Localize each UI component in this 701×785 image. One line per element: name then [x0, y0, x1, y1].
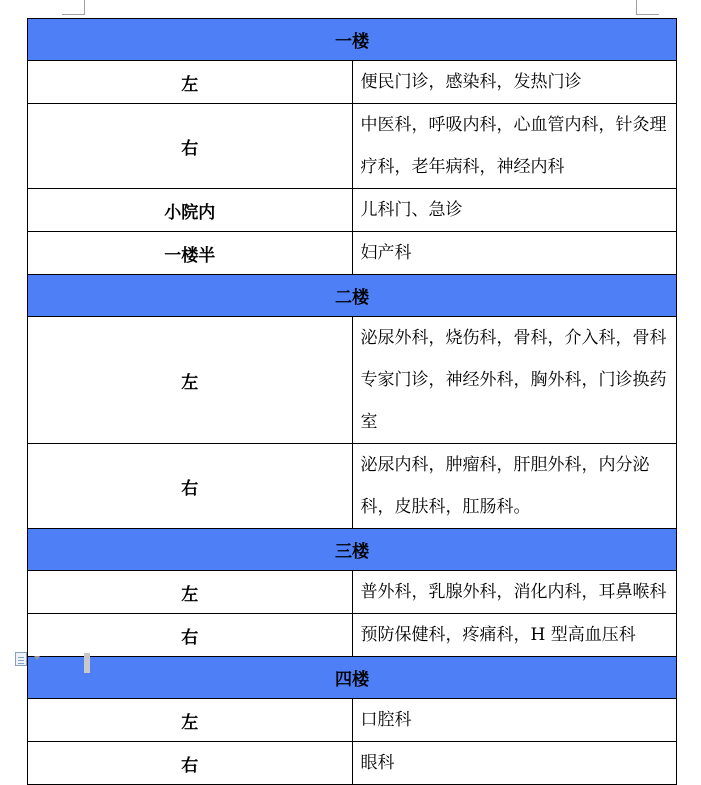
table-row [28, 104, 677, 189]
side-label: 右 [28, 104, 353, 189]
floor-directory-table [27, 18, 677, 785]
resize-handle[interactable] [84, 653, 90, 673]
department-list: 预防保健科，疼痛科，H 型高血压科 [352, 614, 677, 657]
floor-title: 四楼 [28, 657, 677, 699]
page-corner-mark-right [636, 0, 659, 15]
paste-options-icon[interactable] [15, 652, 27, 666]
chevron-down-icon[interactable] [34, 656, 40, 660]
table-row [28, 699, 677, 742]
department-list: 眼科 [352, 742, 677, 785]
side-label: 左 [28, 699, 353, 742]
side-label: 小院内 [28, 189, 353, 232]
department-list: 口腔科 [352, 699, 677, 742]
side-label: 一楼半 [28, 232, 353, 275]
table-row [28, 571, 677, 614]
table-row [28, 742, 677, 785]
floor-header-row [28, 275, 677, 317]
department-list: 妇产科 [352, 232, 677, 275]
side-label: 右 [28, 614, 353, 657]
table-row [28, 317, 677, 444]
side-label: 左 [28, 317, 353, 444]
side-label: 右 [28, 444, 353, 529]
floor-header-row [28, 529, 677, 571]
side-label: 左 [28, 61, 353, 104]
department-list: 泌尿内科，肿瘤科，肝胆外科，内分泌科，皮肤科，肛肠科。 [352, 444, 677, 529]
department-list: 便民门诊，感染科，发热门诊 [352, 61, 677, 104]
table-row [28, 614, 677, 657]
department-list: 普外科，乳腺外科，消化内科，耳鼻喉科 [352, 571, 677, 614]
department-list: 儿科门、急诊 [352, 189, 677, 232]
table-row [28, 61, 677, 104]
side-label: 右 [28, 742, 353, 785]
department-list: 中医科，呼吸内科，心血管内科，针灸理疗科，老年病科，神经内科 [352, 104, 677, 189]
side-label: 左 [28, 571, 353, 614]
floor-header-row [28, 657, 677, 699]
floor-header-row [28, 19, 677, 61]
table-row [28, 232, 677, 275]
table-row [28, 444, 677, 529]
floor-title: 三楼 [28, 529, 677, 571]
floor-title: 一楼 [28, 19, 677, 61]
department-list: 泌尿外科，烧伤科，骨科，介入科，骨科专家门诊，神经外科，胸外科，门诊换药室 [352, 317, 677, 444]
page-corner-mark-left [62, 0, 85, 15]
floor-title: 二楼 [28, 275, 677, 317]
table-row [28, 189, 677, 232]
